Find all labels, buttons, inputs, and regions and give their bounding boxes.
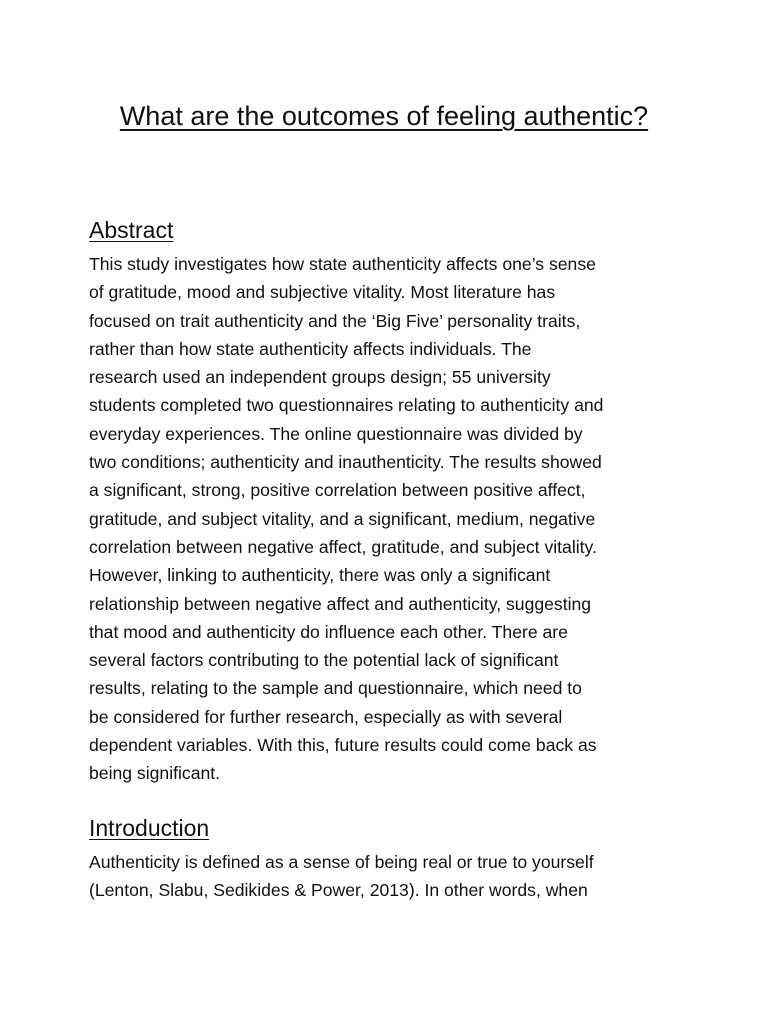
document-title (90, 92, 678, 141)
abstract-paragraph: This study investigates how state authenticity affects one’s sense of gratitude, mood and subjective vitality. Most literature has focused on trait authenticity and the ‘Big Five’ personality traits, rather than how state authenticity affects individuals. The research used an independent groups design; 55 university students completed two questionnaires relating to authenticity and everyday experiences. The online questionnaire was divided by two conditions; authenticity and inauthenticity. The results showed a significant, strong, positive correlation between positive affect, gratitude, and subject vitality, and a significant, medium, negative correlation between negative affect, gratitude, and subject vitality. However, linking to authenticity, there was only a significant relationship between negative affect and authenticity, suggesting that mood and authenticity do influence each other. There are several factors contributing to the potential lack of significant results, relating to the sample and questionnaire, which need to be considered for further research, especially as with several dependent variables. With this, future results could come back as being significant. (89, 254, 604, 784)
abstract-heading: Abstract (89, 217, 174, 243)
introduction-heading: Introduction (89, 815, 210, 841)
document-title-text: What are the outcomes of feeling authentic? (119, 101, 649, 131)
introduction-paragraph: Authenticity is defined as a sense of being real or true to yourself (Lenton, Slabu, Sedikides & Power, 2013). In other words, when (89, 852, 594, 901)
